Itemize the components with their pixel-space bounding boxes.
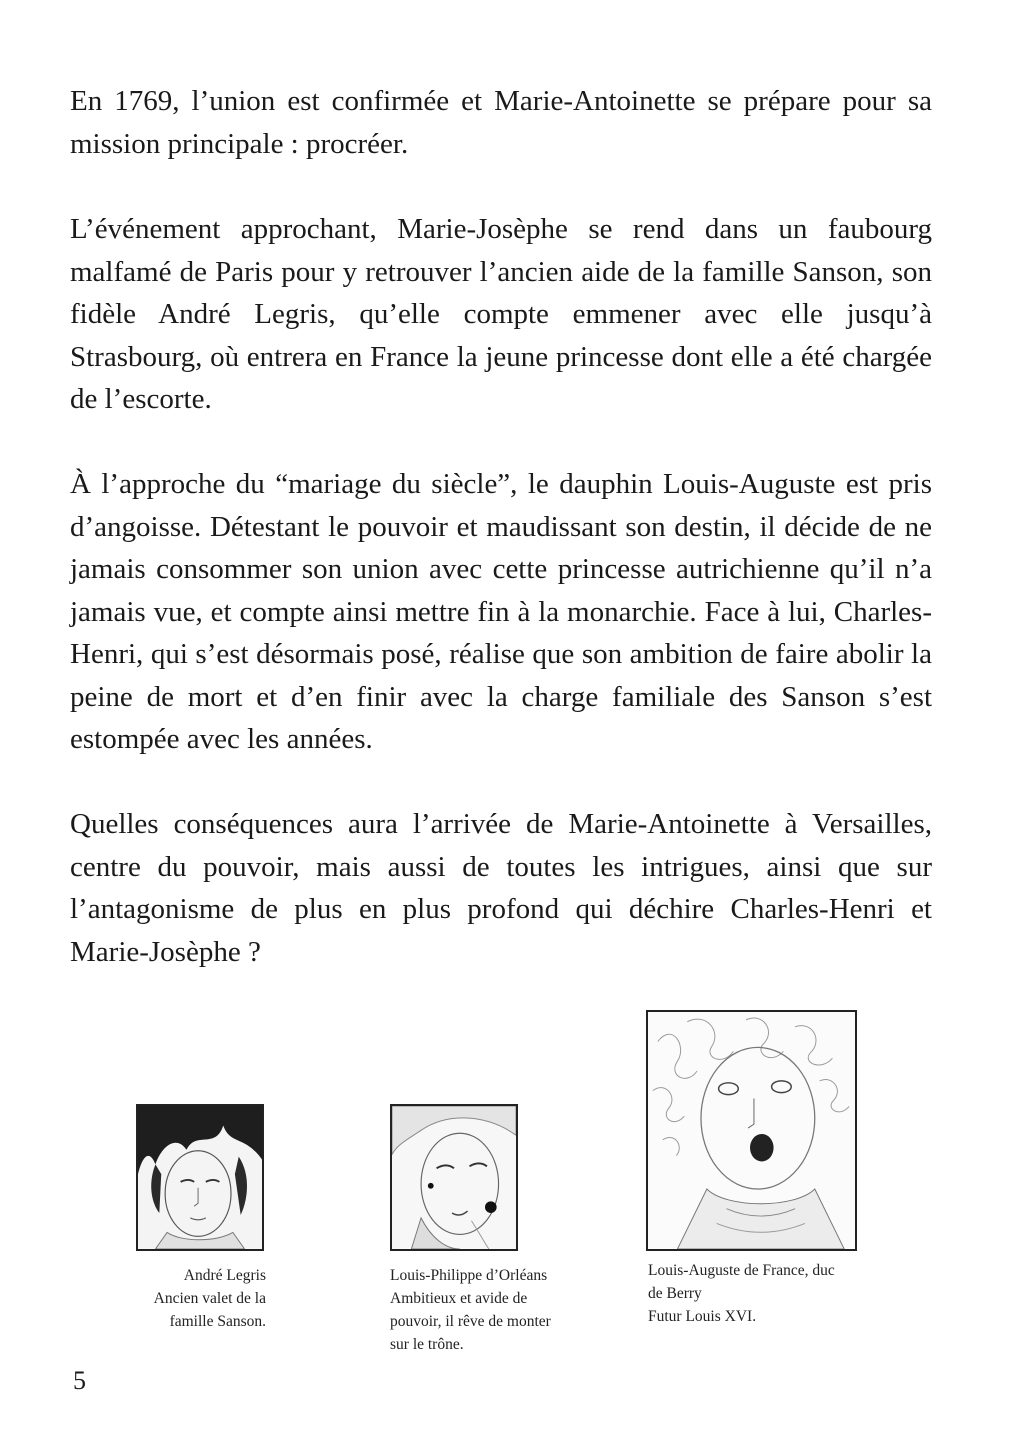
paragraph-3: À l’approche du “mariage du siècle”, le dauphin Louis-Auguste est pris d’angoisse. Détestant le pouvoir et maudissant son destin, il décide de ne jamais consommer son union avec cette princesse autrichienne qu’il n’a jamais vue, et compte ainsi mettre fin à la monarchie. Face à lui, Charles-Henri, qui s’est désormais posé, réalise que son ambition de faire abolir la peine de mort et d’en finir avec la charge familiale des Sanson s’est estompée avec les années. xyxy=(70,468,932,755)
caption-description-line: famille Sanson. xyxy=(169,1313,266,1330)
paragraph-1: En 1769, l’union est confirmée et Marie-Antoinette se prépare pour sa mission principale : procréer. xyxy=(70,85,932,160)
caption-name: André Legris xyxy=(183,1267,266,1284)
caption-louis-auguste xyxy=(648,1259,863,1328)
portrait-louis-philippe-orleans xyxy=(390,1104,518,1251)
paragraph-4: Quelles conséquences aura l’arrivée de Marie-Antoinette à Versailles, centre du pouvoir, mais aussi de toutes les intrigues, ainsi que sur l’antagonisme de plus en plus profond qui déchire Charles-Henri et Marie-Josèphe ? xyxy=(70,808,932,968)
page-number: 5 xyxy=(73,1366,86,1395)
caption-description-line: Ambitieux et avide de xyxy=(390,1290,528,1307)
caption-louis-philippe-orleans xyxy=(390,1264,580,1356)
caption-name: Louis-Auguste de France, duc xyxy=(648,1262,835,1279)
caption-name: de Berry xyxy=(648,1285,702,1302)
caption-name: Louis-Philippe d’Orléans xyxy=(390,1267,548,1284)
portrait-louis-auguste xyxy=(646,1010,857,1251)
portrait-andre-legris xyxy=(136,1104,264,1251)
caption-description-line: Futur Louis XVI. xyxy=(648,1308,757,1325)
paragraph-2: L’événement approchant, Marie-Josèphe se rend dans un faubourg malfamé de Paris pour y retrouver l’ancien aide de la famille Sanson, son fidèle André Legris, qu’elle compte emmener avec elle jusqu’à Strasbourg, où entrera en France la jeune princesse dont elle a été chargée de l’escorte. xyxy=(70,213,932,415)
caption-andre-legris xyxy=(120,1264,266,1333)
caption-description-line: pouvoir, il rêve de monter xyxy=(390,1313,551,1330)
caption-description-line: sur le trône. xyxy=(390,1336,464,1353)
caption-description-line: Ancien valet de la xyxy=(153,1290,266,1307)
